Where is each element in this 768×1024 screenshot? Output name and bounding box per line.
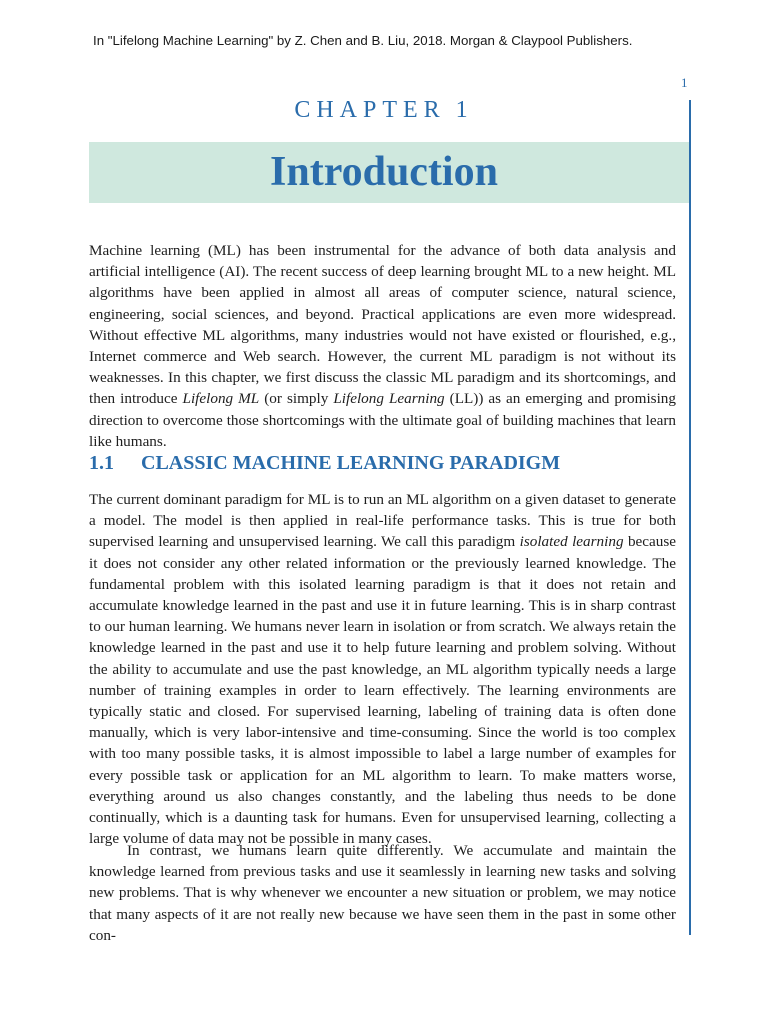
section-title: CLASSIC MACHINE LEARNING PARADIGM [141, 452, 561, 474]
intro-text-2: (or simply [259, 390, 334, 408]
body-text-para2: In contrast, we humans learn quite differently. We accumulate and maintain the knowledge learned from previous tasks and use it seamlessly in learning new tasks and solving new problems. That is why whenever we encounter a new situation or problem, we may notice that many aspects of it are not really new because we have seen them in the past in some other con- [89, 842, 676, 944]
chapter-word: CHAPTER [294, 97, 446, 123]
citation-header: In "Lifelong Machine Learning" by Z. Chen and B. Liu, 2018. Morgan & Claypool Publishers. [93, 33, 633, 48]
margin-rule [689, 100, 691, 935]
body-paragraph-1 [89, 489, 676, 849]
body-italic-isolated-learning: isolated learning [519, 533, 624, 551]
intro-text-3: (LL)) as an emerging and promising direction to overcome those shortcomings with the ultimate goal of building machines that learn like humans. [89, 390, 676, 450]
page-number: 1 [681, 75, 688, 90]
body-text-1: The current dominant paradigm for ML is to run an ML algorithm on a given dataset to generate a model. The model is then applied in real-life performance tasks. This is true for both supervised learning and unsupervised learning. We call this paradigm [89, 491, 676, 551]
chapter-label [0, 97, 768, 124]
intro-text-1: Machine learning (ML) has been instrumental for the advance of both data analysis and artificial intelligence (AI). The recent success of deep learning brought ML to a new height. ML algorithms have been applied in almost all areas of computer science, natural science, engineering, social sciences, and beyond. Practical applications are even more widespread. Without effective ML algorithms, many industries would not have existed or flourished, e.g., Internet commerce and Web search. However, the current ML paradigm is not without its weaknesses. In this chapter, we first discuss the classic ML paradigm and its shortcomings, and then introduce [89, 242, 676, 408]
section-number: 1.1 [89, 452, 114, 474]
body-text-2: because it does not consider any other related information or the previously learned knowledge. The fundamental problem with this isolated learning paradigm is that it does not retain and accumulate knowledge learned in the past and use it in future learning. This is in sharp contrast to our human learning. We humans never learn in isolation or from scratch. We always retain the knowledge learned in the past and use it to help future learning and problem solving. Without the ability to accumulate and use the past knowledge, an ML algorithm typically needs a large number of training examples in order to learn effectively. The learning environments are typically static and closed. For supervised learning, labeling of training data is often done manually, which is very labor-intensive and time-consuming. Since the world is too complex with too many possible tasks, it is almost impossible to label a large number of examples for every possible task or application for an ML algorithm to learn. To make matters worse, everything around us also changes constantly, and the labeling thus needs to be done continually, which is a daunting task for humans. Even for unsupervised learning, collecting a large volume of data may not be possible in many cases. [89, 533, 677, 848]
intro-paragraph [89, 240, 676, 452]
section-heading [89, 452, 560, 475]
body-paragraph-2 [89, 840, 676, 946]
intro-italic-lifelong-learning: Lifelong Learning [333, 390, 445, 408]
intro-italic-lifelong-ml: Lifelong ML [182, 390, 260, 408]
chapter-title: Introduction [270, 149, 498, 195]
chapter-number: 1 [455, 97, 474, 123]
